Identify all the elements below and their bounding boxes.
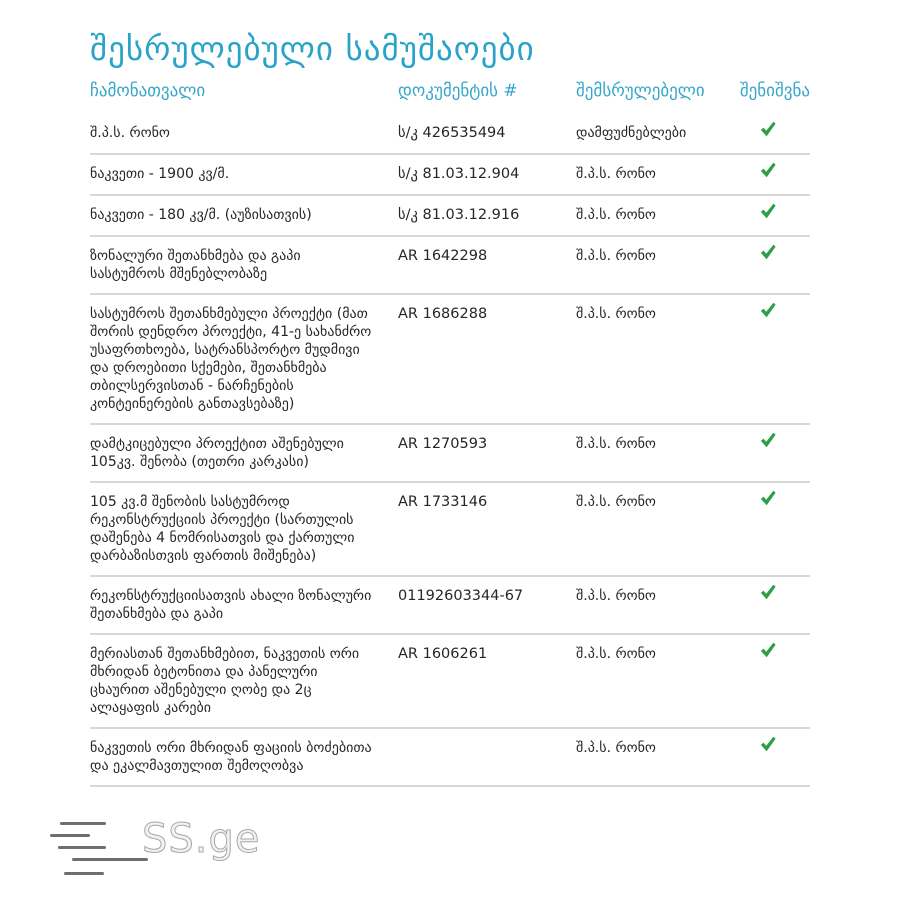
cell-executor: შ.პ.ს. რონო xyxy=(576,740,656,756)
cell-item: შ.პ.ს. რონო xyxy=(90,125,170,141)
cell-item: ნაკვეთი - 1900 კვ/მ. xyxy=(90,166,230,182)
check-icon xyxy=(759,489,777,507)
cell-note xyxy=(726,587,810,606)
cell-document: AR 1686288 xyxy=(398,306,488,322)
cell-item: რეკონსტრუქციისათვის ახალი ზონალური შეთანხმება და გაპი xyxy=(90,588,372,622)
table-row xyxy=(90,295,810,425)
cell-item: ნაკვეთი - 180 კვ/მ. (აუზისათვის) xyxy=(90,207,312,223)
watermark-stripe xyxy=(50,834,90,837)
check-icon xyxy=(759,202,777,220)
page-title: შესრულებული სამუშაოები xyxy=(90,29,535,68)
cell-note xyxy=(726,247,810,266)
watermark-stripe xyxy=(60,822,106,825)
check-icon xyxy=(759,641,777,659)
table-row xyxy=(90,237,810,295)
column-header-document: დოკუმენტის # xyxy=(398,81,518,101)
cell-note xyxy=(726,206,810,225)
cell-note xyxy=(726,493,810,512)
cell-executor: შ.პ.ს. რონო xyxy=(576,166,656,182)
cell-item: ზონალური შეთანხმება და გაპი სასტუმროს მშენებლობაზე xyxy=(90,248,301,282)
cell-executor: შ.პ.ს. რონო xyxy=(576,494,656,510)
cell-item: მერიასთან შეთანხმებით, ნაკვეთის ორი მხრიდან ბეტონითა და პანელური ცხაურით აშენებული ღობე და 2ც ალაყაფის კარები xyxy=(90,646,360,716)
check-icon xyxy=(759,120,777,138)
table-row xyxy=(90,635,810,729)
cell-note xyxy=(726,645,810,664)
table-row xyxy=(90,155,810,196)
cell-document: AR 1733146 xyxy=(398,494,488,510)
cell-executor: დამფუძნებლები xyxy=(576,125,687,141)
cell-item: სასტუმროს შეთანხმებული პროექტი (მათ შორის დენდრო პროექტი, 41-ე სახანძრო უსაფრთხოება, სატრანსპორტო მუდმივი და დროებითი სქემები, შეთანხმება თბილსერვისთან - ნარჩენების კონტეინერების განთავსებაზე) xyxy=(90,306,372,412)
cell-document: AR 1270593 xyxy=(398,436,488,452)
table-row xyxy=(90,577,810,635)
cell-executor: შ.პ.ს. რონო xyxy=(576,248,656,264)
table-row xyxy=(90,114,810,155)
cell-item: დამტკიცებული პროექტით აშენებული 105კვ. შენობა (თეთრი კარკასი) xyxy=(90,436,344,470)
cell-item: 105 კვ.მ შენობის სასტუმროდ რეკონსტრუქციის პროექტი (სართულის დაშენება 4 ნომრისათვის და ქართული დარბაზისთვის ფართის მიშენება) xyxy=(90,494,355,564)
page xyxy=(90,26,810,787)
cell-note xyxy=(726,124,810,143)
cell-executor: შ.პ.ს. რონო xyxy=(576,207,656,223)
column-header-item: ჩამონათვალი xyxy=(90,81,206,101)
check-icon xyxy=(759,583,777,601)
check-icon xyxy=(759,243,777,261)
cell-note xyxy=(726,435,810,454)
cell-document: 01192603344-67 xyxy=(398,588,524,604)
cell-note xyxy=(726,165,810,184)
table-row xyxy=(90,196,810,237)
cell-document: ს/კ 81.03.12.904 xyxy=(398,166,520,182)
cell-executor: შ.პ.ს. რონო xyxy=(576,588,656,604)
cell-note xyxy=(726,739,810,758)
cell-executor: შ.პ.ს. რონო xyxy=(576,646,656,662)
cell-executor: შ.პ.ს. რონო xyxy=(576,436,656,452)
table-row xyxy=(90,425,810,483)
check-icon xyxy=(759,161,777,179)
check-icon xyxy=(759,431,777,449)
watermark-stripe xyxy=(72,858,148,861)
table-header xyxy=(90,80,810,114)
cell-note xyxy=(726,305,810,324)
check-icon xyxy=(759,735,777,753)
cell-document: AR 1642298 xyxy=(398,248,488,264)
ss-ge-watermark-logo xyxy=(50,816,261,884)
table-row xyxy=(90,483,810,577)
cell-executor: შ.პ.ს. რონო xyxy=(576,306,656,322)
watermark-stripe xyxy=(58,846,106,849)
table-row xyxy=(90,729,810,787)
check-icon xyxy=(759,301,777,319)
watermark-text: SS.ge xyxy=(142,816,261,862)
watermark-stripe xyxy=(64,872,104,875)
cell-document: ს/კ 426535494 xyxy=(398,125,506,141)
cell-document: AR 1606261 xyxy=(398,646,488,662)
column-header-note: შენიშვნა xyxy=(739,81,810,101)
table-body xyxy=(90,114,810,787)
cell-document: ს/კ 81.03.12.916 xyxy=(398,207,520,223)
cell-item: ნაკვეთის ორი მხრიდან ფაციის ბოძებითა და ეკალმავთულით შემოღობვა xyxy=(90,740,372,774)
column-header-executor: შემსრულებელი xyxy=(576,81,705,101)
